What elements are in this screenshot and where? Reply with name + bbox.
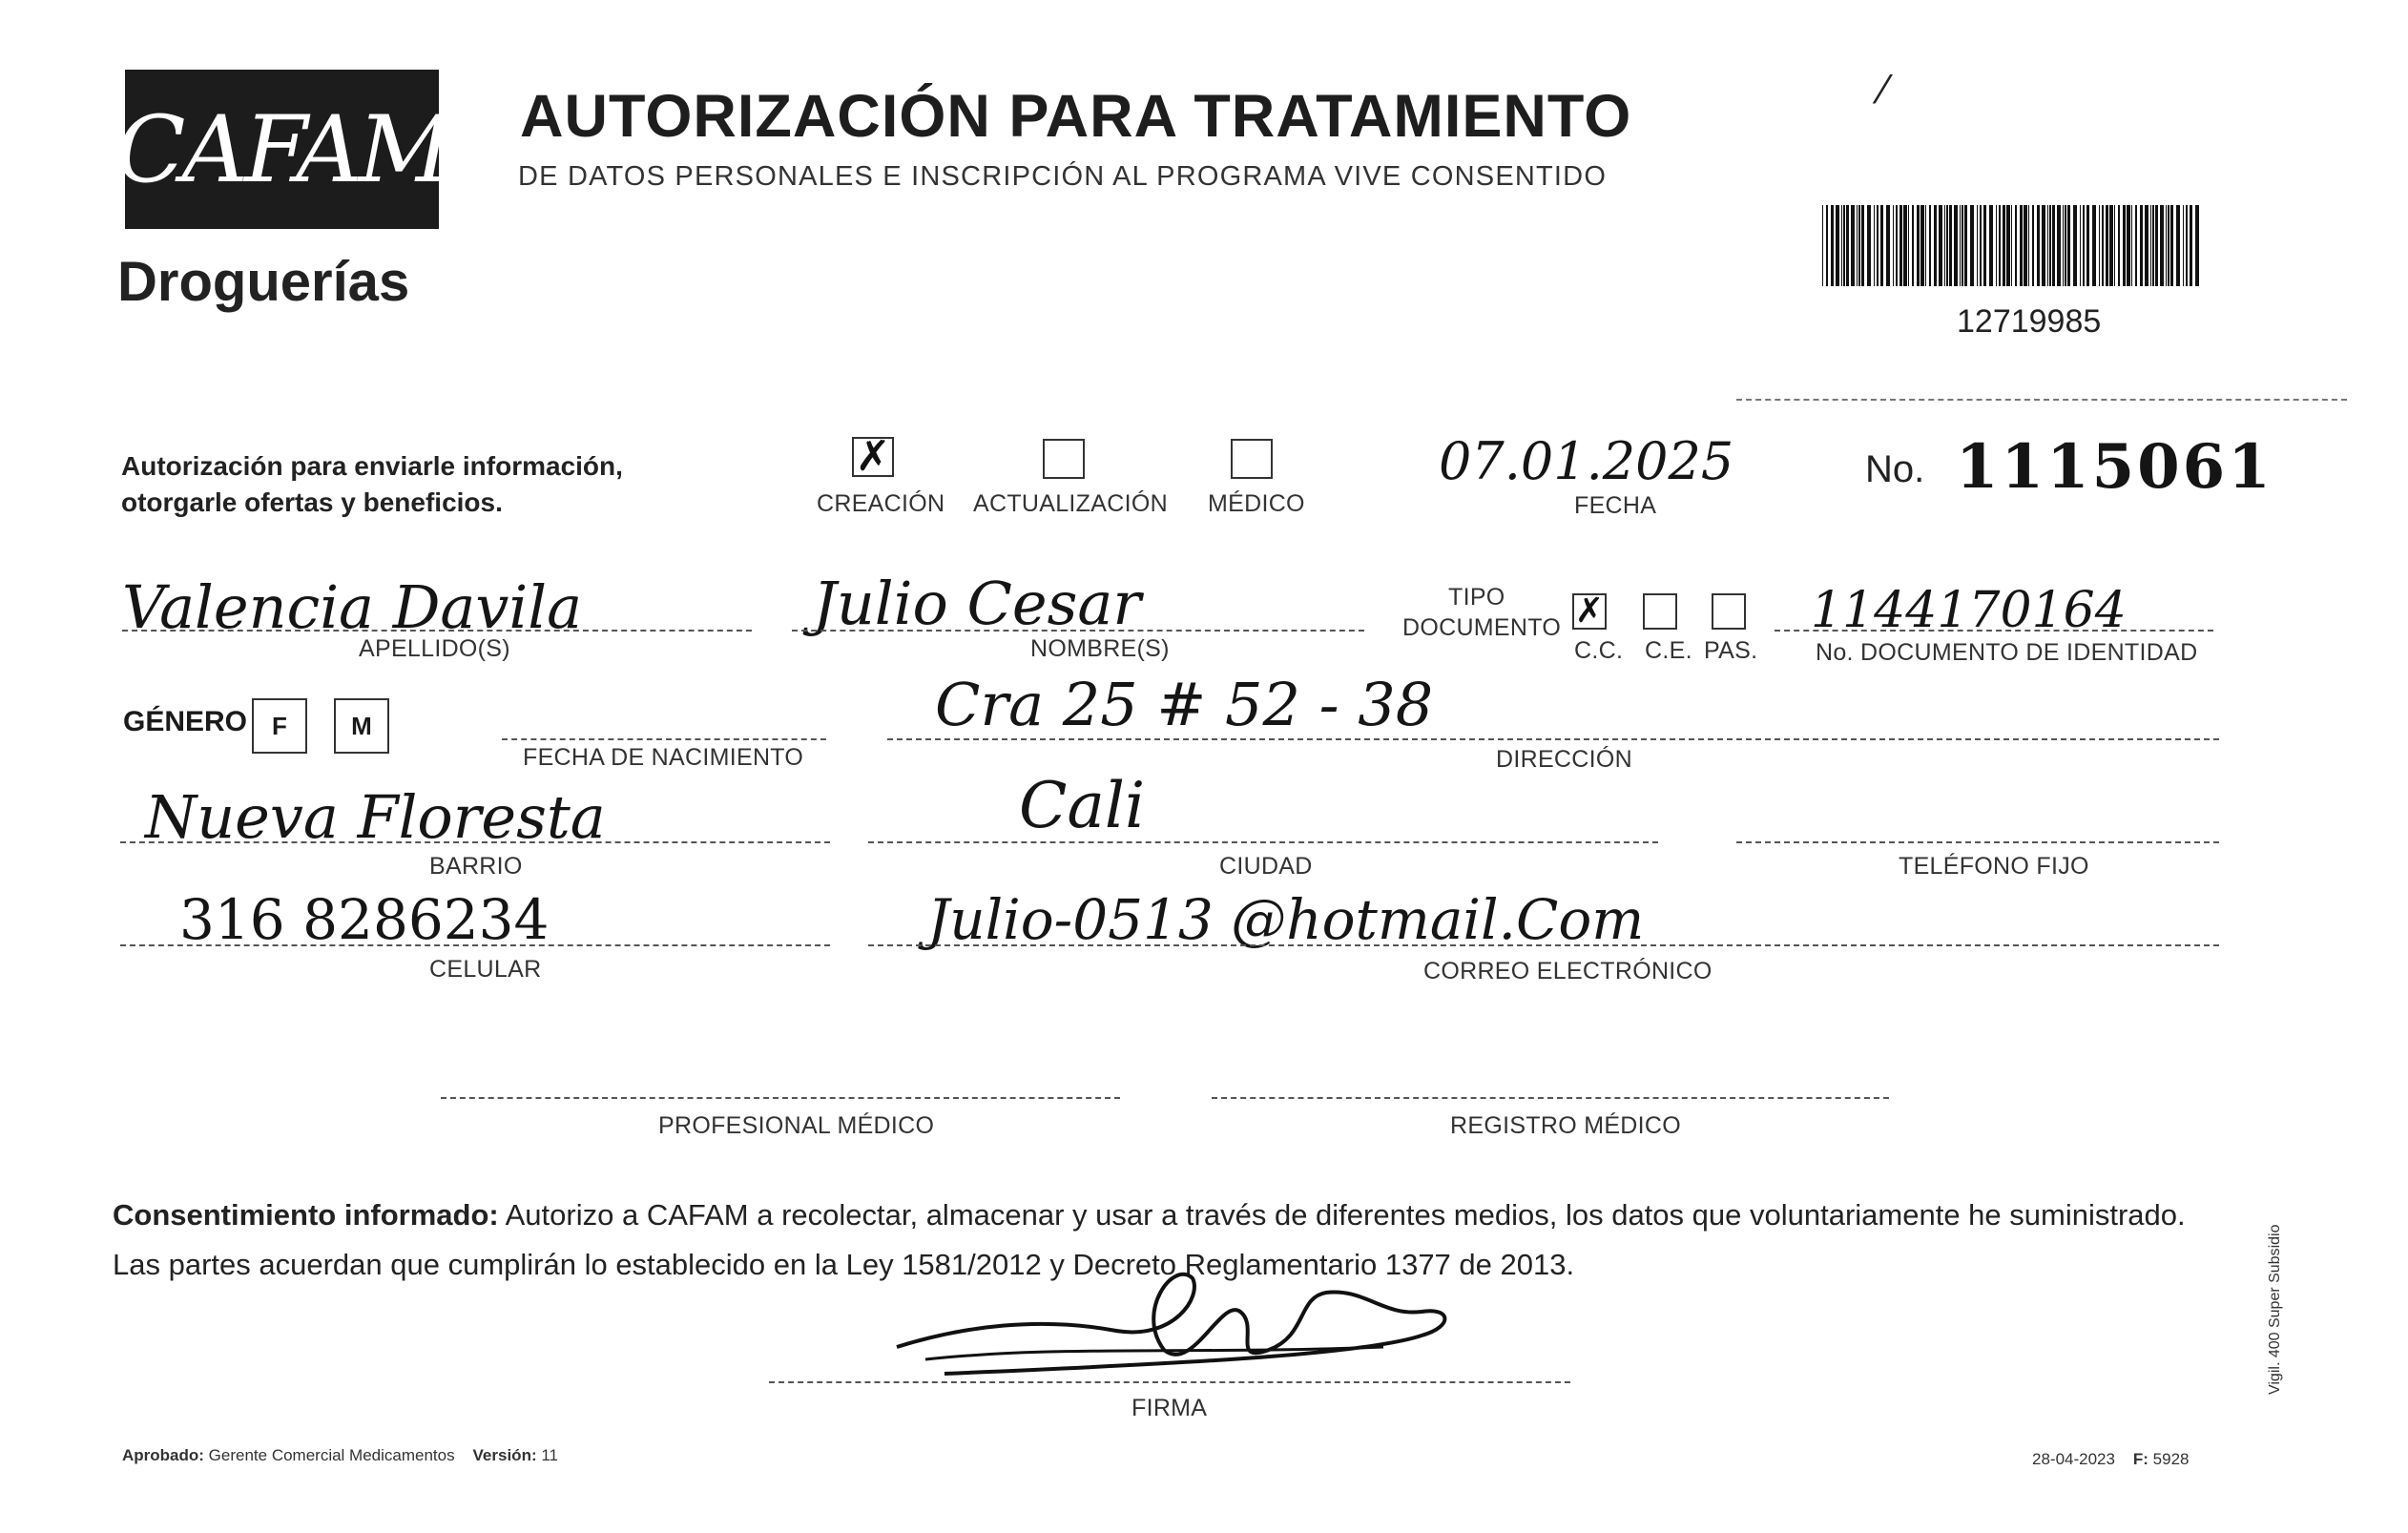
approved-label: Aprobado: — [122, 1446, 204, 1464]
approved-value: Gerente Comercial Medicamentos — [208, 1446, 455, 1464]
form-subtitle: DE DATOS PERSONALES E INSCRIPCIÓN AL PROGRAMA VIVE CONSENTIDO — [518, 161, 1608, 192]
label-actualizacion: ACTUALIZACIÓN — [973, 490, 1168, 517]
doc-number-value[interactable]: 1144170164 — [1811, 582, 2127, 639]
checkbox-medico[interactable] — [1231, 439, 1273, 479]
checkbox-pas[interactable] — [1712, 593, 1746, 630]
footer-date: 28-04-2023 — [2032, 1450, 2115, 1468]
authorization-text — [121, 448, 623, 521]
address-line — [887, 738, 2219, 740]
barcode-icon — [1822, 205, 2204, 286]
gender-m-checkbox[interactable]: M — [334, 698, 389, 754]
signature-line — [769, 1381, 1570, 1383]
footer-date-code — [2032, 1450, 2189, 1469]
birthdate-label: FECHA DE NACIMIENTO — [523, 744, 804, 771]
form-title: AUTORIZACIÓN PARA TRATAMIENTO — [520, 83, 1632, 150]
checkbox-ce[interactable] — [1643, 593, 1677, 630]
phone-line — [1736, 841, 2219, 843]
logo-text: CAFAM — [115, 95, 448, 203]
surnames-label: APELLIDO(S) — [359, 635, 510, 662]
birthdate-line — [502, 738, 826, 740]
barrio-label: BARRIO — [429, 853, 523, 880]
side-print-text — [2267, 1204, 2295, 1395]
label-medico: MÉDICO — [1208, 490, 1305, 517]
professional-line — [441, 1097, 1120, 1099]
logo-subtitle: Droguerías — [117, 251, 410, 313]
number-label: No. — [1865, 448, 1925, 490]
address-label: DIRECCIÓN — [1496, 746, 1632, 773]
consent-line: Autorizo a CAFAM a recolectar, almacenar y usar a través de diferentes medios, los datos que voluntariamente he suministrado. — [505, 1198, 2186, 1232]
handwritten-mark-icon: ⁄ — [1879, 69, 1886, 113]
checkbox-cc[interactable]: ✗ — [1572, 593, 1607, 630]
surnames-line — [122, 630, 752, 632]
doc-type-label: DOCUMENTO — [1402, 614, 1562, 641]
barcode-number: 12719985 — [1957, 303, 2102, 340]
mobile-value[interactable]: 316 8286234 — [179, 887, 550, 952]
mobile-label: CELULAR — [429, 956, 542, 983]
label-creacion: CREACIÓN — [817, 490, 945, 517]
professional-label: PROFESIONAL MÉDICO — [658, 1112, 935, 1139]
doc-type-label: TIPO — [1448, 584, 1505, 611]
email-label: CORREO ELECTRÓNICO — [1423, 958, 1713, 984]
code-value: 5928 — [2152, 1450, 2190, 1468]
gender-f-checkbox[interactable]: F — [252, 698, 307, 754]
names-line — [792, 630, 1364, 632]
label-ce: C.E. — [1645, 637, 1692, 664]
consent-heading: Consentimiento informado: — [113, 1198, 499, 1232]
email-value[interactable]: Julio-0513 @hotmail.Com — [927, 887, 1645, 952]
city-value[interactable]: Cali — [1019, 769, 1146, 842]
signature-label: FIRMA — [1131, 1395, 1208, 1421]
version-label: Versión: — [472, 1446, 537, 1464]
names-label: NOMBRE(S) — [1030, 635, 1170, 662]
doc-number-label: No. DOCUMENTO DE IDENTIDAD — [1816, 639, 2198, 666]
gender-label: GÉNERO — [123, 706, 248, 737]
phone-label: TELÉFONO FIJO — [1899, 853, 2089, 880]
surnames-value[interactable]: Valencia Davila — [122, 572, 583, 642]
date-value[interactable]: 07.01.2025 — [1439, 431, 1734, 491]
address-value[interactable]: Cra 25 # 52 - 38 — [935, 670, 1434, 739]
registry-label: REGISTRO MÉDICO — [1450, 1112, 1682, 1139]
city-line — [868, 841, 1658, 843]
checkbox-actualizacion[interactable] — [1043, 439, 1085, 479]
barrio-line — [120, 841, 830, 843]
footer-approved — [122, 1446, 558, 1465]
mobile-line — [120, 944, 830, 946]
email-line — [868, 944, 2219, 946]
names-value[interactable]: Julio Cesar — [813, 569, 1142, 638]
doc-number-line — [1775, 630, 2213, 632]
city-label: CIUDAD — [1219, 853, 1313, 880]
checkbox-creacion[interactable]: ✗ — [852, 437, 894, 477]
label-cc: C.C. — [1574, 637, 1624, 664]
registry-line — [1212, 1097, 1889, 1099]
side-text: Vigil. 400 Super Subsidio — [2267, 1224, 2283, 1395]
label-pas: PAS. — [1704, 637, 1758, 664]
form-number: 1115061 — [1956, 431, 2273, 503]
version-value: 11 — [541, 1446, 559, 1464]
cafam-logo — [115, 70, 448, 229]
code-label: F: — [2132, 1450, 2149, 1468]
barrio-value[interactable]: Nueva Floresta — [145, 782, 606, 852]
authorization-text-line: Autorización para enviarle información, — [121, 451, 623, 481]
authorization-text-line: otorgarle ofertas y beneficios. — [121, 487, 503, 517]
consent-line: Las partes acuerdan que cumplirán lo establecido en la Ley 1581/2012 y Decreto Reglamentario 1377 de 2013. — [113, 1248, 1575, 1281]
divider — [1736, 399, 2347, 401]
date-label: FECHA — [1574, 492, 1657, 519]
